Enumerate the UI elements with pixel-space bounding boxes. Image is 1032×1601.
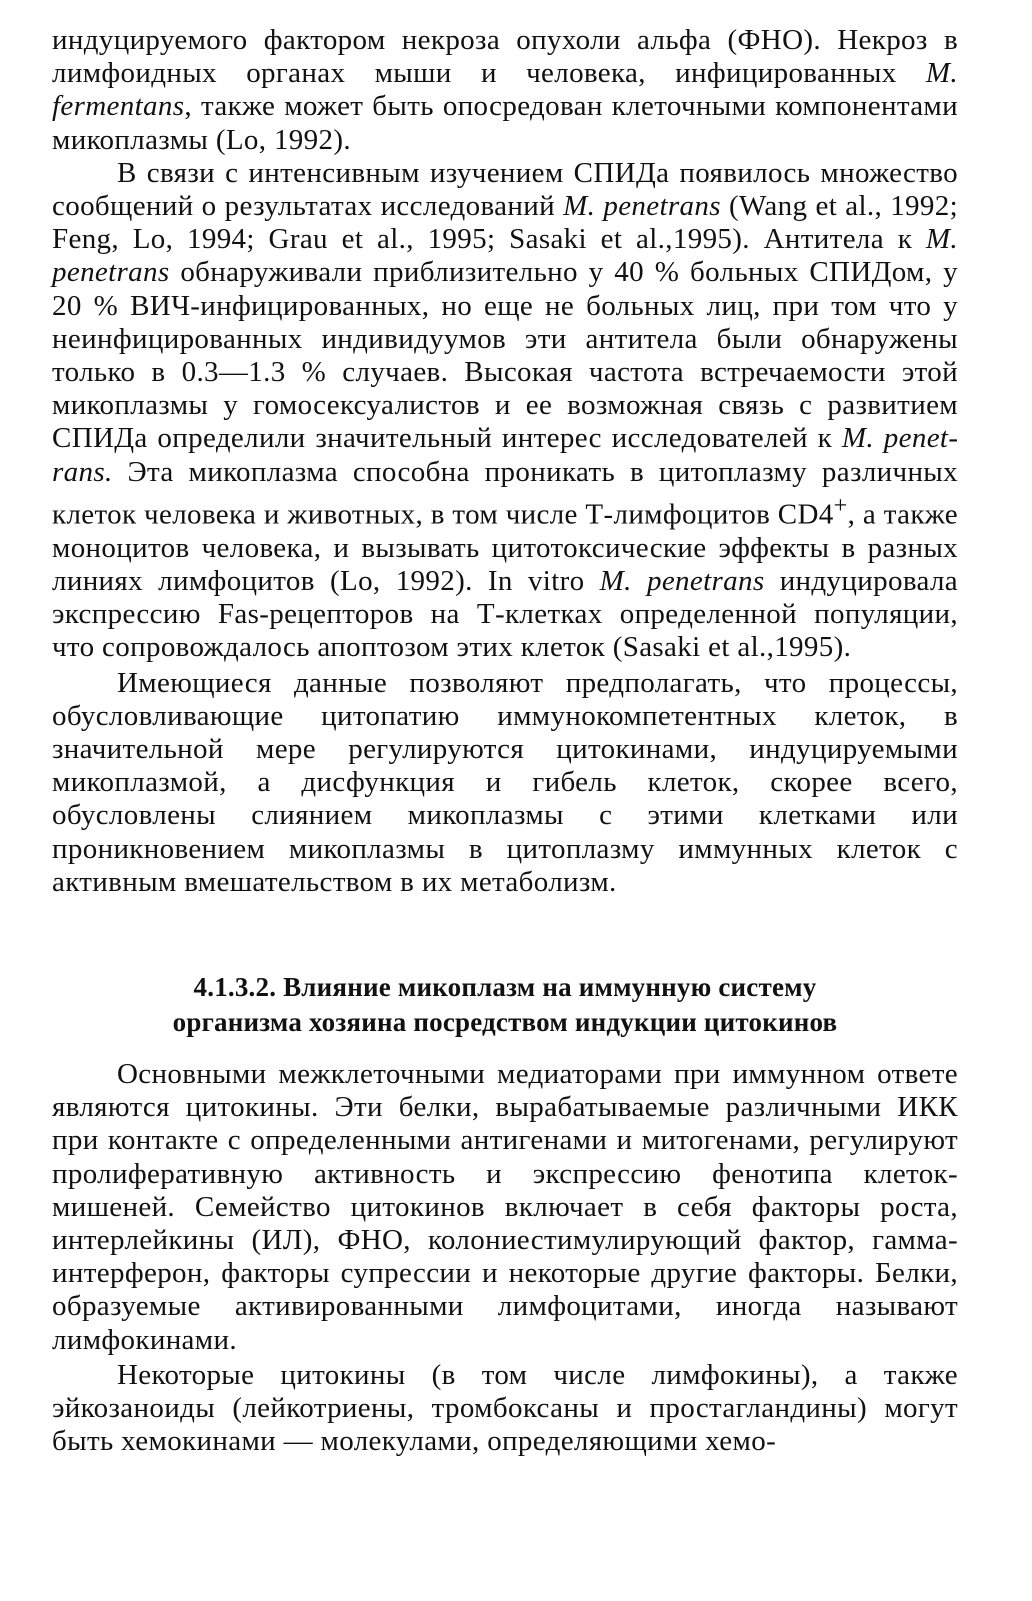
section-heading-line-1: 4.1.3.2. Влияние микоплазм на иммунную систему xyxy=(193,971,817,1002)
paragraph-text: индуцируемого фактором некроза опухоли альфа (ФНО). Некроз в лимфоидных органах мыши и человека, инфицированных xyxy=(52,24,958,90)
section-heading-line-2: организма хозяина посредством индукции цитокинов xyxy=(172,1006,838,1037)
species-name: M. penetrans. xyxy=(52,422,958,488)
paragraph-text: обнаруживали приблизительно у 40 % больных СПИДом, у 20 % ВИЧ-инфицированных, но еще не больных лиц, при том что у неинфицированных индивидуумов эти антитела были обнаружены только в 0.3—1.3 % случаев. Высокая частота встречаемости этой микоплазмы у гомосексуалистов и ее возможная связь с развитием СПИДа определили значительный интерес исследователей к xyxy=(52,256,958,455)
paragraph-cytokines: Основными межклеточными медиаторами при иммунном ответе являются цитокины. Эти белки, вырабатываемые различными ИКК при контакте с определенными антигенами и митогенами, регулируют пролиферативную активность и экспрессию фенотипа клеток-мишеней. Семейство цитокинов включает в себя факторы роста, интерлейкины (ИЛ), ФНО, колониестимулирующий фактор, гамма-интерферон, факторы супрессии и некоторые другие факторы. Белки, образуемые активированными лимфоцитами, иногда называют лимфокинами. xyxy=(52,1057,958,1356)
species-name: M. penetrans xyxy=(563,190,721,223)
superscript: + xyxy=(833,491,848,519)
paragraph-chemokines: Некоторые цитокины (в том числе лимфокины), а также эйкозаноиды (лейкотриены, тромбоксаны и простагландины) могут быть хемокинами — молекулами, определяющими хемо- xyxy=(52,1358,958,1458)
paragraph-text: (Wang et al., 1992; Feng, Lo, 1994; Grau et al., 1995; Sasaki et al.,1995). Антитела к xyxy=(52,190,959,256)
paragraph-text: , а также моноцитов человека, и вызывать цитотоксические эффекты в разных линиях лимфоцитов (Lo, 1992). In vitro xyxy=(52,498,958,597)
paragraph-text: В связи с интенсивным изучением СПИДа появилось множество сообщений о результатах исследований xyxy=(52,156,958,223)
paragraph-text: индуцировала экспрессию Fas-рецепторов на Т-клетках определенной популяции, что сопровождалось апоптозом этих клеток (Sasaki et al.,1995). xyxy=(52,564,959,664)
species-name: M. fermentans xyxy=(52,57,958,123)
section-heading xyxy=(52,970,958,1040)
paragraph-aids-research xyxy=(52,157,958,665)
page-body xyxy=(52,24,958,1458)
paragraph-conclusion: Имеющиеся данные позволяют предполагать, что процессы, обусловливающие цитопатию иммунокомпетентных клеток, в значительной мере регулируются цитокинами, индуцируемыми микоплазмой, а дисфункция и гибель клеток, скорее всего, обусловлены слиянием микоплазмы с этими клетками или проникновением микоплазмы в цитоплазму иммунных клеток с активным вмешательством в их метаболизм. xyxy=(52,666,958,898)
species-name: M. penetrans xyxy=(52,223,958,289)
paragraph-text: Эта микоплазма способна проникать в цитоплазму различных клеток человека и животных, в том числе Т-лимфоцитов CD4 xyxy=(52,455,958,531)
paragraph-continuation xyxy=(52,24,958,157)
paragraph-text: , также может быть опосредован клеточными компонентами микоплазмы (Lo, 1992). xyxy=(52,90,958,156)
species-name: M. penetrans xyxy=(599,564,765,597)
